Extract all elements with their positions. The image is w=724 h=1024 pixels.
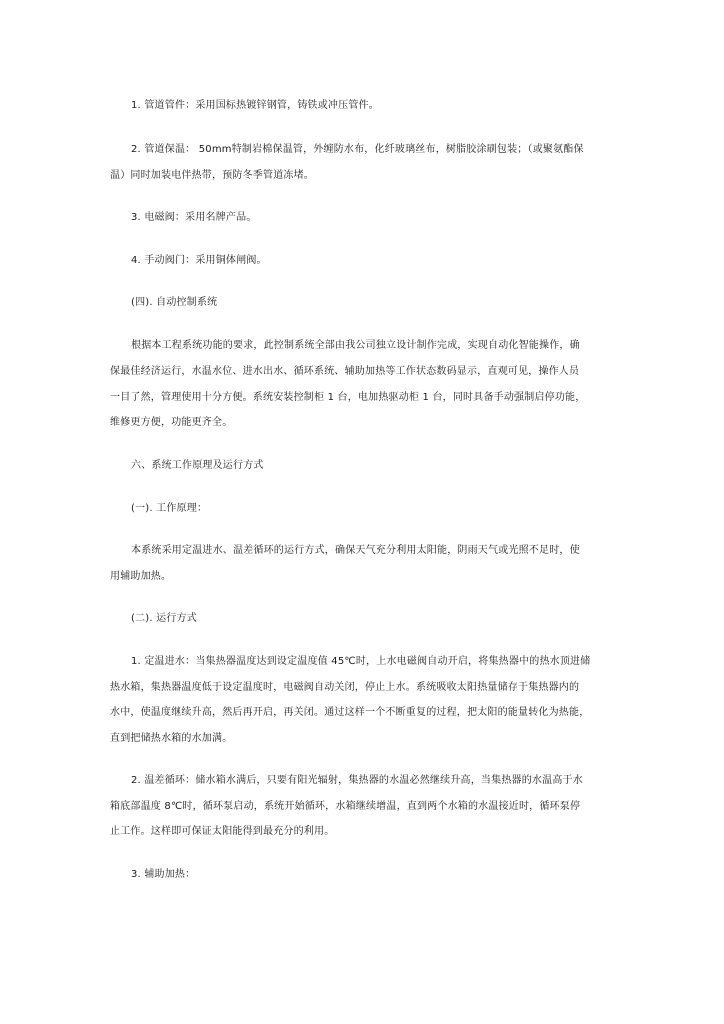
solenoid-valve-item: 3. 电磁阀：采用名牌产品。 bbox=[131, 212, 257, 223]
principle-paragraph-line-2: 用辅助加热。 bbox=[110, 571, 172, 582]
fixed-temp-inlet-line-2: 热水箱，集热器温度低于设定温度时，电磁阀自动关闭，停止上水。系统吸收太阳热量储存于集热器内的 bbox=[110, 682, 580, 693]
control-paragraph-line-3: 一目了然，管理使用十分方便。系统安装控制柜 1 台，电加热驱动柜 1 台，同时具备手动强制启停功能， bbox=[110, 392, 586, 403]
section-heading-working-principle: 六、系统工作原理及运行方式 bbox=[131, 460, 264, 471]
temp-diff-circulation-line-1: 2. 温差循环：储水箱水满后，只要有阳光辐射，集热器的水温必然继续升高，当集热器的水温高于水 bbox=[131, 775, 583, 786]
pipe-fittings-item: 1. 管道管件：采用国标热镀锌钢管，铸铁或冲压管件。 bbox=[131, 100, 379, 111]
fixed-temp-inlet-line-4: 直到把储热水箱的水加满。 bbox=[110, 733, 233, 744]
fixed-temp-inlet-line-1: 1. 定温进水：当集热器温度达到设定温度值 45℃时，上水电磁阀自动开启，将集热器中的热水顶进储 bbox=[131, 656, 591, 667]
control-paragraph-line-1: 根据本工程系统功能的要求，此控制系统全部由我公司独立设计制作完成，实现自动化智能操作，确 bbox=[131, 340, 580, 351]
manual-valve-item: 4. 手动阀门：采用铜体闸阀。 bbox=[131, 255, 267, 266]
control-paragraph-line-2: 保最佳经济运行，水温水位、进水出水、循环系统、辅助加热等工作状态数码显示，直观可见，操作人员 bbox=[110, 366, 580, 377]
fixed-temp-inlet-line-3: 水中，使温度继续升高，然后再开启，再关闭。通过这样一个不断重复的过程，把太阳的能量转化为热能， bbox=[110, 707, 590, 718]
pipe-insulation-continued: 温）同时加装电伴热带，预防冬季管道冻堵。 bbox=[110, 170, 314, 181]
pipe-insulation-item: 2. 管道保温： 50mm特制岩棉保温管，外缠防水布，化纤玻璃丝布，树脂胶涂刷包装；（或聚氨酯保 bbox=[131, 144, 584, 155]
control-paragraph-line-4: 维修更方便，功能更齐全。 bbox=[110, 417, 233, 428]
section-heading-control-system: (四). 自动控制系统 bbox=[131, 297, 218, 308]
subheading-operation-mode: (二). 运行方式 bbox=[131, 613, 197, 624]
temp-diff-circulation-line-3: 止工作。这样即可保证太阳能得到最充分的利用。 bbox=[110, 826, 335, 837]
subheading-principle: (一). 工作原理： bbox=[131, 503, 208, 514]
temp-diff-circulation-line-2: 箱底部温度 8℃时，循环泵启动，系统开始循环，水箱继续增温，直到两个水箱的水温接近时，循环泵停 bbox=[110, 801, 581, 812]
principle-paragraph-line-1: 本系统采用定温进水、温差循环的运行方式，确保天气充分利用太阳能，阴雨天气或光照不足时，使 bbox=[131, 545, 580, 556]
auxiliary-heating-item: 3. 辅助加热： bbox=[131, 869, 196, 880]
